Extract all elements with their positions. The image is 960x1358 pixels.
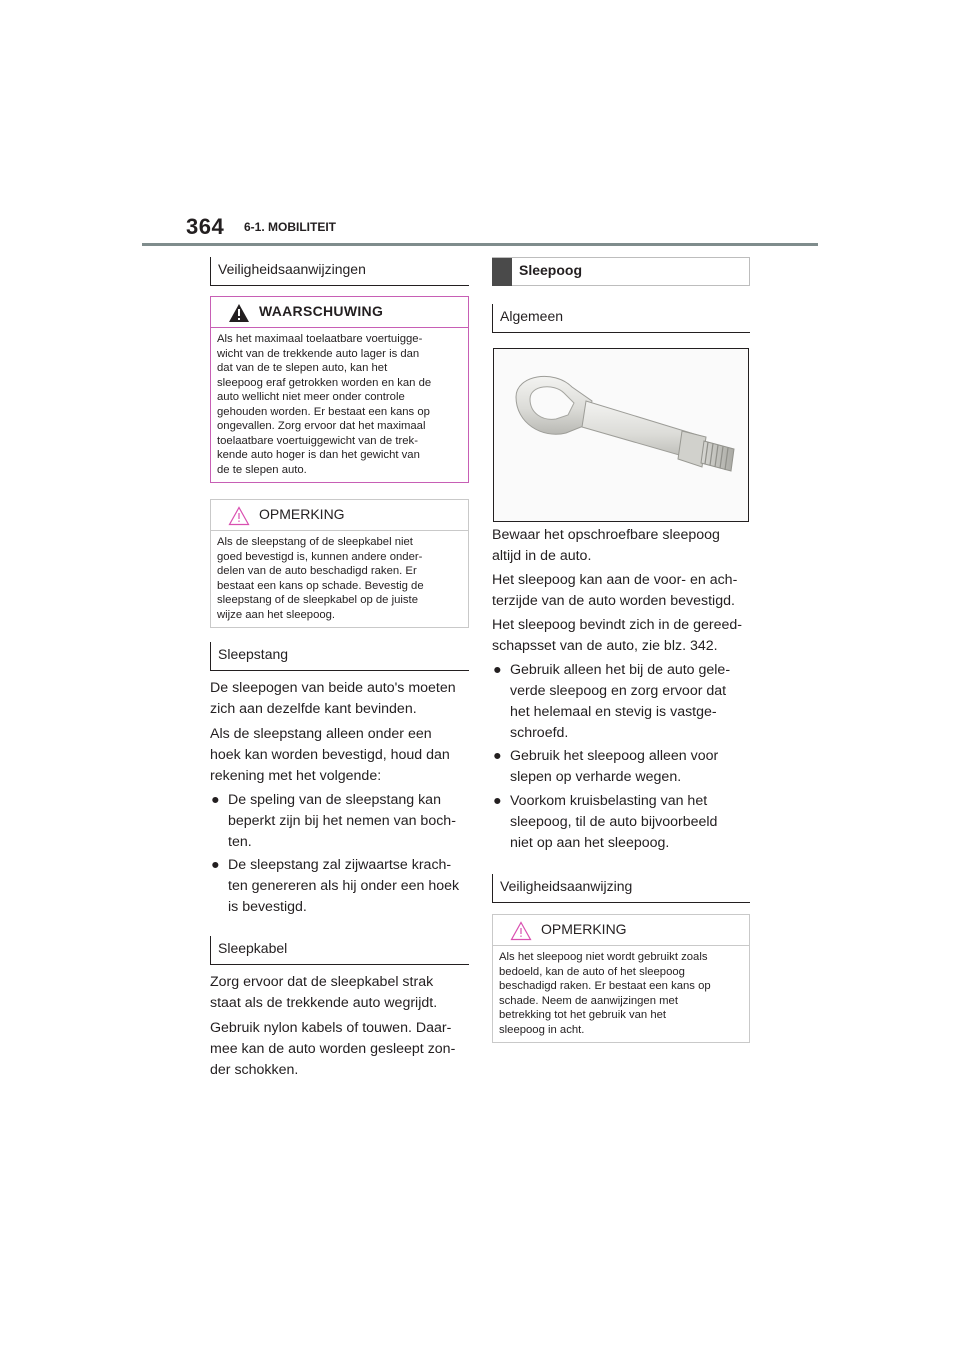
text-line: ten genereren als hij onder een hoek: [228, 878, 460, 894]
text-line: sleepoog, til de auto bijvoorbeeld: [510, 814, 718, 830]
heading-bar: [492, 258, 512, 286]
warning-box: [210, 296, 469, 483]
warning-line: toelaatbare voertuiggewicht van de trek-: [217, 434, 418, 447]
sleepstang-heading: Sleepstang: [210, 642, 469, 671]
page-number: 364: [186, 214, 225, 239]
bullet-item: [211, 790, 471, 853]
text-line: Bewaar het opschroefbare sleepoog: [492, 527, 720, 543]
warning-line: wicht van de trekkende auto lager is dan: [217, 347, 420, 360]
paragraph: [492, 615, 742, 657]
warning-line: gehouden worden. Er bestaat een kans op: [217, 405, 430, 418]
note-line: wijze aan het sleepoog.: [217, 608, 336, 621]
text-line: rekening met het volgende:: [210, 768, 382, 784]
warning-line: dat van de te slepen auto, kan het: [217, 362, 388, 374]
note-box-right: [492, 914, 750, 1043]
text-line: staat als de trekkende auto wegrijdt.: [210, 995, 438, 1011]
bullet-text: [510, 746, 718, 788]
note-line: sleepoog in acht.: [499, 1023, 585, 1036]
sleepoog-heading-text: Sleepoog: [519, 262, 583, 278]
bullet-icon: ●: [211, 857, 220, 873]
text-line: hoek kan worden bevestigd, houd dan: [210, 747, 450, 763]
text-line: zich aan dezelfde kant bevinden.: [210, 701, 417, 717]
text-line: schroefd.: [510, 725, 569, 741]
warning-body: [211, 328, 468, 477]
bullet-item: [493, 791, 753, 854]
bullet-item: [493, 660, 753, 744]
bullet-icon: ●: [211, 792, 220, 808]
note-body: [493, 946, 749, 1037]
sleepkabel-heading: Sleepkabel: [210, 936, 469, 965]
text-line: Als de sleepstang alleen onder een: [210, 726, 432, 742]
bullet-text: [510, 660, 730, 744]
bullet-text: [228, 790, 456, 853]
note-header: [211, 500, 468, 531]
warning-line: kende auto hoger is dan het gewicht van: [217, 449, 420, 461]
text-line: het helemaal en stevig is vastge-: [510, 704, 717, 720]
text-line: is bevestigd.: [228, 899, 307, 915]
section-title: 6-1. MOBILITEIT: [244, 220, 337, 234]
sleepoog-heading: [492, 257, 750, 286]
note-title: OPMERKING: [541, 921, 627, 937]
warning-line: de te slepen auto.: [217, 463, 307, 476]
header-rule: [142, 243, 818, 246]
text-line: Gebruik alleen het bij de auto gele-: [510, 662, 731, 678]
note-title: OPMERKING: [259, 506, 345, 522]
paragraph: [210, 972, 437, 1014]
safety-heading-right: Veiligheidsaanwijzing: [492, 874, 750, 903]
text-line: schapsset van de auto, zie blz. 342.: [492, 638, 718, 654]
bullet-item: [493, 746, 753, 788]
text-line: Voorkom kruisbelasting van het: [510, 793, 708, 809]
bullet-text: [510, 791, 717, 854]
caution-icon: [228, 506, 250, 526]
text-line: Zorg ervoor dat de sleepkabel strak: [210, 974, 434, 990]
text-line: De speling van de sleepstang kan: [228, 792, 441, 808]
paragraph: [492, 570, 737, 612]
text-line: der schokken.: [210, 1062, 299, 1078]
text-line: beperkt zijn bij het nemen van boch-: [228, 813, 456, 829]
note-line: Als het sleepoog niet wordt gebruikt zoals: [499, 951, 708, 963]
warning-icon: [228, 303, 250, 323]
note-body: [211, 531, 468, 622]
warning-line: Als het maximaal toelaatbare voertuigge-: [217, 333, 423, 345]
paragraph: [210, 1018, 455, 1081]
warning-line: auto wellicht niet meer onder controle: [217, 391, 405, 403]
safety-heading: Veiligheidsaanwijzingen: [210, 257, 469, 286]
note-line: goed bevestigd is, kunnen andere onder-: [217, 550, 423, 563]
text-line: Gebruik nylon kabels of touwen. Daar-: [210, 1020, 452, 1036]
note-line: beschadigd raken. Er bestaat een kans op: [499, 980, 711, 992]
towing-eye-illustration: [494, 349, 748, 521]
text-line: niet op aan het sleepoog.: [510, 835, 670, 851]
towing-eye-image: [493, 348, 749, 522]
paragraph: [210, 724, 450, 787]
note-line: betrekking tot het gebruik van het: [499, 1009, 667, 1021]
bullet-icon: ●: [493, 793, 502, 809]
text-line: Het sleepoog bevindt zich in de gereed-: [492, 617, 743, 633]
note-line: schade. Neem de aanwijzingen met: [499, 994, 678, 1007]
note-line: Als de sleepstang of de sleepkabel niet: [217, 536, 413, 548]
text-line: mee kan de auto worden gesleept zon-: [210, 1041, 456, 1057]
text-line: De sleepogen van beide auto's moeten: [210, 680, 456, 696]
warning-title: WAARSCHUWING: [259, 303, 384, 319]
warning-line: ongevallen. Zorg ervoor dat het maximaal: [217, 420, 426, 432]
note-line: bestaat een kans op schade. Bevestig de: [217, 579, 424, 592]
warning-header: [211, 297, 468, 328]
paragraph: [210, 678, 456, 720]
text-line: ten.: [228, 834, 252, 850]
bullet-icon: ●: [493, 748, 502, 764]
note-line: bedoeld, kan de auto of het sleepoog: [499, 965, 685, 978]
algemeen-heading: Algemeen: [492, 304, 750, 333]
text-line: verde sleepoog en zorg ervoor dat: [510, 683, 727, 699]
text-line: terzijde van de auto worden bevestigd.: [492, 593, 735, 609]
note-line: delen van de auto beschadigd raken. Er: [217, 565, 417, 577]
note-box-left: [210, 499, 469, 628]
warning-line: sleepoog eraf getrokken worden en kan de: [217, 376, 432, 389]
paragraph: [492, 525, 720, 567]
note-line: sleepstang of de sleepkabel op de juiste: [217, 594, 418, 606]
text-line: slepen op verharde wegen.: [510, 769, 682, 785]
note-header: [493, 915, 749, 946]
text-line: De sleepstang zal zijwaartse krach-: [228, 857, 452, 873]
text-line: Het sleepoog kan aan de voor- en ach-: [492, 572, 738, 588]
bullet-text: [228, 855, 459, 918]
text-line: altijd in de auto.: [492, 548, 592, 564]
bullet-icon: ●: [493, 662, 502, 678]
text-line: Gebruik het sleepoog alleen voor: [510, 748, 719, 764]
caution-icon: [510, 921, 532, 941]
bullet-item: [211, 855, 471, 918]
